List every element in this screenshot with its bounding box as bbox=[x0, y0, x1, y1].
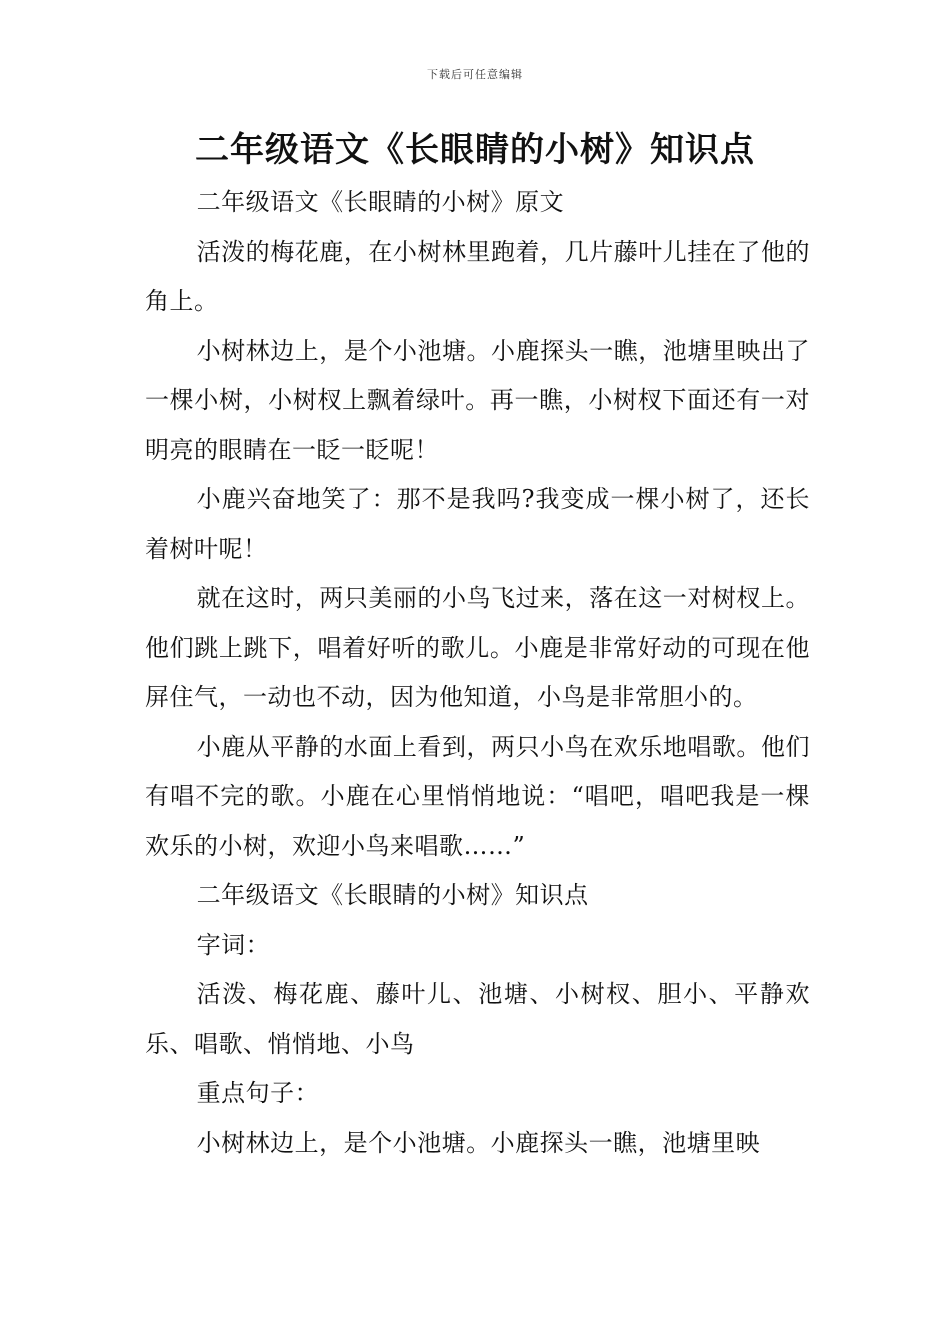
paragraph: 活泼的梅花鹿，在小树林里跑着，几片藤叶儿挂在了他的角上。 bbox=[145, 237, 810, 315]
document-body bbox=[145, 178, 810, 1168]
section-label-sentences: 重点句子： bbox=[196, 1079, 320, 1107]
paragraph: 小鹿兴奋地笑了：那不是我吗?我变成一棵小树了，还长着树叶呢！ bbox=[145, 485, 810, 563]
paragraph: 小鹿从平静的水面上看到，两只小鸟在欢乐地唱歌。他们有唱不完的歌。小鹿在心里悄悄地说：“唱吧，唱吧我是一棵欢乐的小树，欢迎小鸟来唱歌……” bbox=[145, 732, 810, 860]
paragraph-original-heading: 二年级语文《长眼睛的小树》原文 bbox=[196, 188, 565, 216]
paragraph-knowledge-heading: 二年级语文《长眼睛的小树》知识点 bbox=[196, 881, 589, 909]
paragraph: 就在这时，两只美丽的小鸟飞过来，落在这一对树杈上。他们跳上跳下，唱着好听的歌儿。小鹿是非常好动的可现在他屏住气，一动也不动，因为他知道，小鸟是非常胆小的。 bbox=[145, 584, 810, 711]
page-header-note: 下载后可任意编辑 bbox=[427, 68, 523, 81]
word-list: 活泼、梅花鹿、藤叶儿、池塘、小树杈、胆小、平静欢乐、唱歌、悄悄地、小鸟 bbox=[145, 980, 810, 1058]
paragraph: 小树林边上，是个小池塘。小鹿探头一瞧，池塘里映 bbox=[196, 1128, 761, 1157]
document-title: 二年级语文《长眼睛的小树》知识点 bbox=[195, 130, 755, 170]
section-label-words: 字词： bbox=[196, 930, 271, 959]
paragraph: 小树林边上，是个小池塘。小鹿探头一瞧，池塘里映出了一棵小树，小树杈上飘着绿叶。再一瞧，小树杈下面还有一对明亮的眼睛在一眨一眨呢！ bbox=[145, 336, 810, 464]
